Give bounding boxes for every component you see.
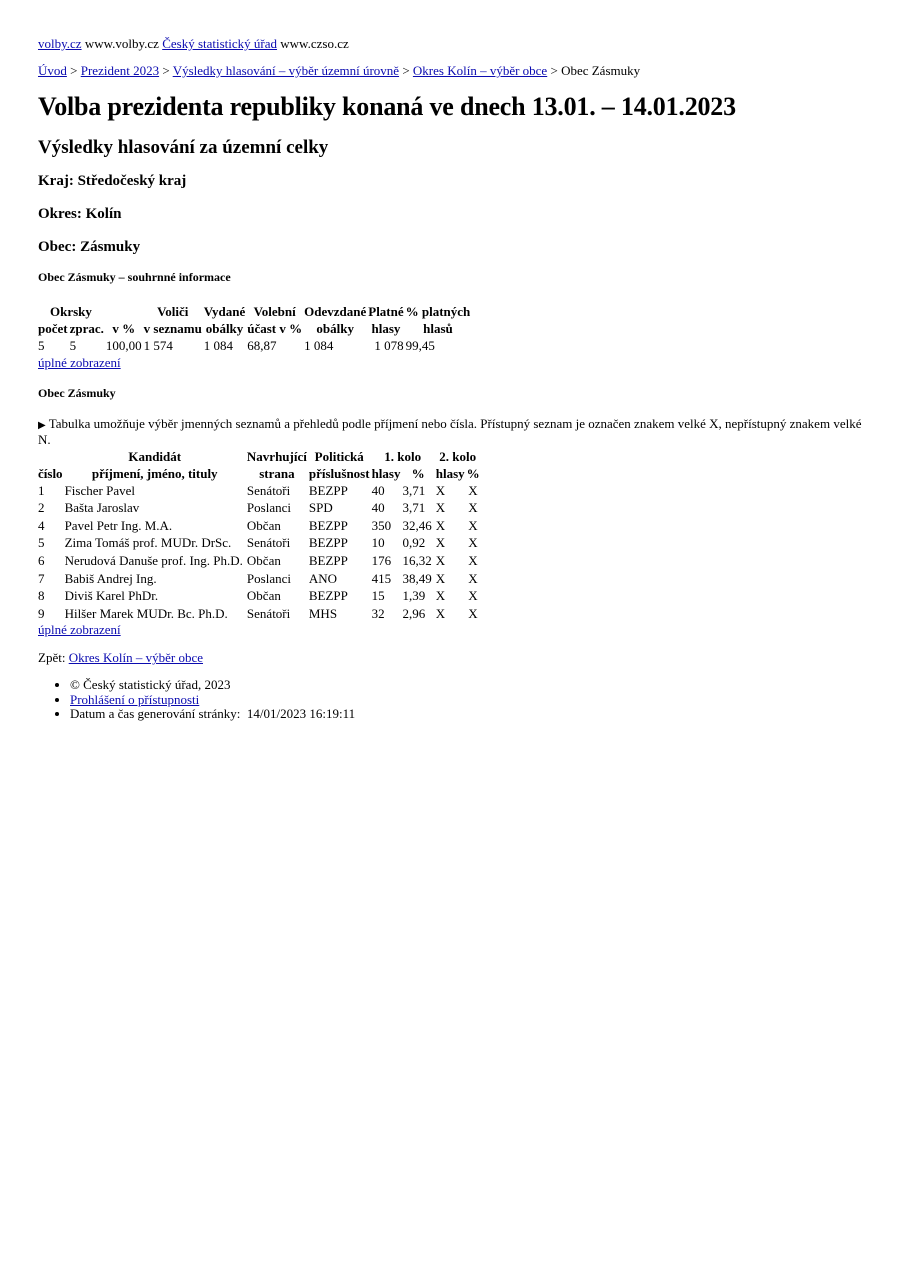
- cell-strana: Senátoři: [246, 535, 291, 551]
- footer: [38, 678, 868, 722]
- cell-jmeno: Pavel Petr Ing. M.A.: [64, 517, 173, 533]
- cell-prislusnost: SPD: [308, 500, 333, 516]
- cell-cislo: 1: [38, 482, 45, 498]
- cell-prislusnost: BEZPP: [308, 517, 348, 533]
- cell-hlasy1: 32: [371, 605, 385, 621]
- table-note[interactable]: [38, 417, 868, 447]
- cell-hlasy1: 350: [371, 517, 392, 533]
- header-pct1: %: [411, 465, 425, 481]
- cell-jmeno: Diviš Karel PhDr.: [64, 588, 159, 604]
- cell-hlasy1: 10: [371, 535, 385, 551]
- generated-value: 14/01/2023 16:19:11: [246, 706, 356, 722]
- cell-strana: Senátoři: [246, 605, 291, 621]
- okres-heading: Okres: Kolín: [38, 206, 122, 222]
- breadcrumb-prezident[interactable]: Prezident 2023: [80, 63, 160, 78]
- cell-hlasy2: X: [435, 570, 446, 586]
- breadcrumb-current: Obec Zásmuky: [561, 63, 641, 78]
- czso-url-text: www.czso.cz: [280, 36, 349, 51]
- candidate-row: [38, 552, 480, 570]
- header-pocet: počet: [38, 321, 68, 336]
- header-vydane-2: obálky: [205, 321, 244, 336]
- header-odevzdane-2: obálky: [316, 321, 354, 336]
- cell-hlasy2: X: [435, 517, 446, 533]
- cell-strana: Občan: [246, 517, 281, 533]
- summary-header-row-1: [38, 303, 470, 320]
- cell-pct-platnych: 99,45: [405, 338, 435, 353]
- cell-prislusnost: BEZPP: [308, 588, 348, 604]
- header-platne-1: Platné: [368, 304, 404, 319]
- top-links: [38, 37, 868, 52]
- cell-jmeno: Zima Tomáš prof. MUDr. DrSc.: [64, 535, 232, 551]
- summary-table: [36, 303, 472, 355]
- table-note-text: Tabulka umožňuje výběr jmenných seznamů a přehledů podle příjmení nebo čísla. Přístupný seznam je označen znakem velké X, nepřístupný znakem velké N.: [38, 415, 862, 447]
- breadcrumb: [38, 64, 868, 79]
- cell-pct1: 3,71: [402, 482, 426, 498]
- summary-header-row-2: [38, 320, 470, 337]
- cell-pct2: X: [468, 500, 478, 516]
- cell-strana: Poslanci: [246, 570, 291, 586]
- header-hlasy2: hlasy: [435, 465, 465, 481]
- header-politicka-2: příslušnost: [308, 465, 370, 481]
- cell-jmeno: Nerudová Danuše prof. Ing. Ph.D.: [64, 552, 243, 568]
- cell-volici: 1 574: [143, 338, 173, 353]
- cell-v-pct: 100,00: [105, 338, 142, 353]
- header-kolo2: 2. kolo: [439, 448, 477, 464]
- page-title: Volba prezidenta republiky konaná ve dnech 13.01. – 14.01.2023: [38, 92, 736, 121]
- cell-hlasy2: X: [435, 482, 446, 498]
- header-okrsky: Okrsky: [50, 304, 92, 319]
- cell-odevzdane: 1 084: [304, 338, 334, 353]
- cell-prislusnost: BEZPP: [308, 552, 348, 568]
- cell-jmeno: Babiš Andrej Ing.: [64, 570, 157, 586]
- cell-cislo: 5: [38, 535, 45, 551]
- candidate-row: [38, 517, 480, 535]
- cell-hlasy1: 40: [371, 482, 385, 498]
- cell-pct2: X: [468, 570, 478, 586]
- cell-cislo: 6: [38, 552, 45, 568]
- header-kandidat: Kandidát: [128, 448, 182, 464]
- cell-pct2: X: [468, 482, 478, 498]
- cell-pct1: 2,96: [402, 605, 426, 621]
- header-ucast-2: účast v %: [247, 321, 303, 336]
- cell-zprac: 5: [69, 338, 77, 353]
- summary-full-view-link[interactable]: úplné zobrazení: [38, 354, 121, 370]
- cell-platne: 1 078: [374, 338, 404, 353]
- header-navrhujici: [247, 448, 307, 482]
- breadcrumb-separator: >: [162, 63, 170, 78]
- header-navrhujici-2: strana: [259, 465, 295, 481]
- header-ucast-1: Volební: [253, 304, 296, 319]
- cell-hlasy1: 415: [371, 570, 392, 586]
- header-v-pct: v %: [112, 321, 136, 336]
- footer-generated: [70, 707, 868, 722]
- candidate-row: [38, 482, 480, 500]
- candidates-heading: Obec Zásmuky: [38, 385, 116, 400]
- cell-cislo: 9: [38, 605, 45, 621]
- cell-pct1: 32,46: [402, 517, 432, 533]
- cell-pct2: X: [468, 605, 478, 621]
- cell-hlasy2: X: [435, 552, 446, 568]
- header-navrhujici-1: Navrhující: [246, 448, 307, 464]
- cell-cislo: 8: [38, 588, 45, 604]
- header-kolo1: 1. kolo: [384, 448, 422, 464]
- cell-strana: Senátoři: [246, 482, 291, 498]
- header-politicka-1: Politická: [314, 448, 364, 464]
- candidates-body: [38, 482, 480, 623]
- header-empty: [38, 448, 63, 465]
- cell-prislusnost: ANO: [308, 570, 338, 586]
- breadcrumb-vysledky[interactable]: Výsledky hlasování – výběr územní úrovně: [172, 63, 400, 78]
- candidates-header-row-1: [38, 448, 480, 465]
- cell-pct2: X: [468, 588, 478, 604]
- cell-jmeno: Bašta Jaroslav: [64, 500, 140, 516]
- czso-link[interactable]: Český statistický úřad: [162, 36, 278, 51]
- cell-pct1: 38,49: [402, 570, 432, 586]
- breadcrumb-separator: >: [70, 63, 78, 78]
- header-volici-2: v seznamu: [143, 321, 202, 336]
- back-label: Zpět:: [38, 650, 66, 666]
- cell-hlasy2: X: [435, 535, 446, 551]
- kraj-heading: Kraj: Středočeský kraj: [38, 173, 187, 189]
- cell-pct1: 1,39: [402, 588, 426, 604]
- cell-strana: Občan: [246, 552, 281, 568]
- candidate-row: [38, 587, 480, 605]
- footer-accessibility: [70, 693, 868, 708]
- cell-cislo: 4: [38, 517, 45, 533]
- header-hlasy1: hlasy: [371, 465, 401, 481]
- cell-strana: Poslanci: [246, 500, 291, 516]
- header-politicka: [309, 448, 370, 482]
- cell-pct2: X: [468, 517, 478, 533]
- cell-jmeno: Hilšer Marek MUDr. Bc. Ph.D.: [64, 605, 228, 621]
- back-link[interactable]: Okres Kolín – výběr obce: [68, 650, 203, 666]
- breadcrumb-separator: >: [402, 63, 410, 78]
- header-zprac: zprac.: [69, 321, 104, 336]
- candidates-table: [36, 448, 482, 623]
- header-volici-1: Voliči: [157, 304, 189, 319]
- candidates-full-view-link[interactable]: úplné zobrazení: [38, 622, 121, 638]
- accessibility-link[interactable]: Prohlášení o přístupnosti: [70, 691, 200, 707]
- candidate-row: [38, 499, 480, 517]
- cell-pct2: X: [468, 552, 478, 568]
- header-platne-2: hlasy: [371, 321, 401, 336]
- header-vydane-1: Vydané: [203, 304, 246, 319]
- page: [38, 37, 868, 722]
- page-subtitle: Výsledky hlasování za územní celky: [38, 137, 329, 158]
- candidate-row: [38, 534, 480, 552]
- header-pct-platnych-2: hlasů: [423, 321, 453, 336]
- cell-hlasy1: 40: [371, 500, 385, 516]
- cell-pocet: 5: [38, 338, 45, 353]
- breadcrumb-okres[interactable]: Okres Kolín – výběr obce: [412, 63, 548, 78]
- cell-pct1: 3,71: [402, 500, 426, 516]
- cell-hlasy2: X: [435, 500, 446, 516]
- cell-ucast: 68,87: [247, 338, 277, 353]
- candidate-row: [38, 605, 480, 623]
- cell-cislo: 2: [38, 500, 45, 516]
- cell-hlasy1: 176: [371, 552, 392, 568]
- cell-pct1: 0,92: [402, 535, 426, 551]
- header-odevzdane-1: Odevzdané: [304, 304, 367, 319]
- header-empty: [106, 303, 142, 320]
- candidate-row: [38, 570, 480, 588]
- cell-pct2: X: [468, 535, 478, 551]
- cell-prislusnost: BEZPP: [308, 535, 348, 551]
- footer-copyright: • © Český statistický úřad, 2023: [70, 678, 868, 693]
- cell-pct1: 16,32: [402, 552, 432, 568]
- generated-label: Datum a čas generování stránky:: [70, 706, 241, 722]
- summary-heading: Obec Zásmuky – souhrnné informace: [38, 270, 231, 284]
- cell-strana: Občan: [246, 588, 281, 604]
- volby-url-text: www.volby.cz: [84, 36, 159, 51]
- header-kandidat-sub: příjmení, jméno, tituly: [91, 465, 218, 481]
- cell-prislusnost: BEZPP: [308, 482, 348, 498]
- back-navigation: [38, 650, 868, 665]
- breadcrumb-home[interactable]: Úvod: [38, 63, 67, 78]
- breadcrumb-separator: >: [550, 63, 558, 78]
- header-pct-platnych-1: % platných: [405, 304, 471, 319]
- cell-jmeno: Fischer Pavel: [64, 482, 135, 498]
- volby-link[interactable]: volby.cz: [38, 36, 82, 51]
- cell-hlasy2: X: [435, 605, 446, 621]
- cell-prislusnost: MHS: [308, 605, 338, 621]
- cell-vydane: 1 084: [203, 338, 234, 353]
- obec-heading: Obec: Zásmuky: [38, 239, 141, 255]
- header-cislo: číslo: [38, 465, 63, 481]
- cell-hlasy2: X: [435, 588, 446, 604]
- cell-hlasy1: 15: [371, 588, 385, 604]
- disclosure-triangle-icon[interactable]: ▶: [38, 419, 46, 431]
- summary-row: [38, 337, 470, 355]
- header-pct2: %: [466, 465, 480, 481]
- cell-cislo: 7: [38, 570, 45, 586]
